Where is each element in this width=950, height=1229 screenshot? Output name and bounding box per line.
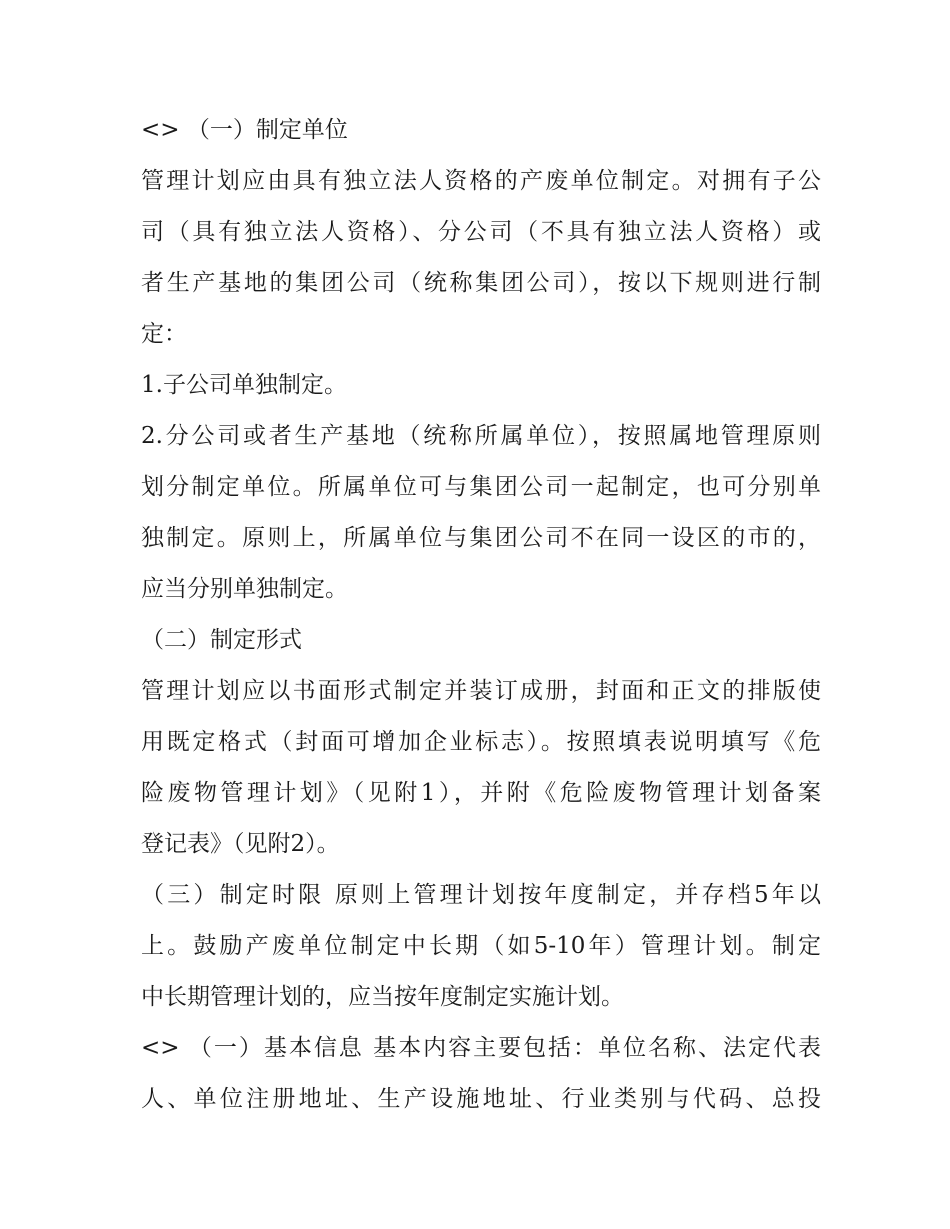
- paragraph-line: 人、单位注册地址、生产设施地址、行业类别与代码、总投: [141, 1086, 821, 1112]
- paragraph-line: 独制定。原则上，所属单位与集团公司不在同一设区的市的，: [141, 525, 821, 551]
- paragraph-line: 中长期管理计划的，应当按年度制定实施计划。: [141, 984, 624, 1010]
- document-page: [141, 107, 821, 1127]
- heading-unit: <> （一）制定单位: [141, 117, 348, 143]
- heading-form: （二）制定形式: [141, 627, 302, 653]
- heading-deadline: （三）制定时限 原则上管理计划按年度制定，并存档5年以: [141, 882, 821, 908]
- heading-basic-info: <> （一）基本信息 基本内容主要包括：单位名称、法定代表: [141, 1035, 821, 1061]
- list-item: 2.分公司或者生产基地（统称所属单位），按照属地管理原则: [141, 423, 821, 449]
- paragraph-line: 应当分别单独制定。: [141, 576, 348, 602]
- paragraph-line: 用既定格式（封面可增加企业标志）。按照填表说明填写《危: [141, 729, 821, 755]
- paragraph-line: 险废物管理计划》（见附1），并附《危险废物管理计划备案: [141, 780, 821, 806]
- paragraph-line: 上。鼓励产废单位制定中长期（如5-10年）管理计划。制定: [141, 933, 821, 959]
- paragraph-line: 划分制定单位。所属单位可与集团公司一起制定，也可分别单: [141, 474, 821, 500]
- paragraph-line: 管理计划应由具有独立法人资格的产废单位制定。对拥有子公: [141, 168, 821, 194]
- paragraph-line: 者生产基地的集团公司（统称集团公司），按以下规则进行制: [141, 270, 821, 296]
- paragraph-line: 登记表》（见附2）。: [141, 831, 340, 857]
- paragraph-line: 司（具有独立法人资格）、分公司（不具有独立法人资格）或: [141, 219, 821, 245]
- paragraph-line: 管理计划应以书面形式制定并装订成册，封面和正文的排版使: [141, 678, 821, 704]
- list-item: 1.子公司单独制定。: [141, 372, 347, 398]
- paragraph-line: 定：: [141, 321, 187, 347]
